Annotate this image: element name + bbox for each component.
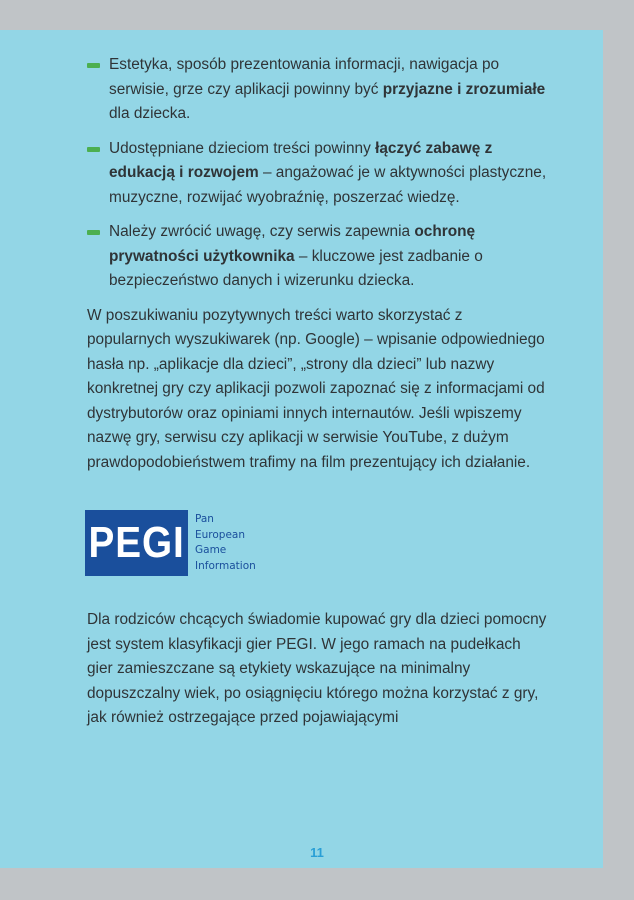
bullet-icon: [87, 147, 100, 152]
pegi-line: Information: [195, 559, 256, 572]
pegi-line: Game: [195, 544, 227, 556]
list-item: [87, 220, 547, 294]
bullet-bold-text: łączyć zabawę z edukacją i rozwojem: [109, 139, 493, 181]
paragraph-pegi: Dla rodziców chcących świadomie kupować gry dla dzieci pomocny jest system klasyfikacji gier PEGI. W jego ramach na pudełkach gier zamieszczane są etykiety wskazujące na minimalny dopuszczalny wiek, po osiągnięciu którego można korzystać z gry, jak również ostrzegające przed pojawiającymi: [87, 611, 547, 726]
pegi-logo-text: PEGI: [88, 517, 185, 567]
bullet-bold-text: przyjazne i zrozumiałe: [382, 80, 546, 98]
page-content: [87, 53, 547, 731]
bullet-bold-text: ochronę prywatności użytkownika: [109, 223, 476, 265]
page-number: 11: [310, 845, 324, 860]
bullet-icon: [87, 230, 100, 235]
bullet-text: – angażować je w aktywności plastyczne, muzyczne, rozwijać wyobraźnię, poszerzać wiedzę.: [109, 164, 547, 206]
pegi-full-name: [195, 512, 256, 574]
pegi-logo-box: [85, 510, 188, 576]
pegi-line: European: [195, 528, 246, 541]
bullet-icon: [87, 63, 100, 68]
bullet-text: Należy zwrócić uwagę, czy serwis zapewnia: [109, 223, 415, 240]
paragraph-search-tips: W poszukiwaniu pozytywnych treści warto skorzystać z popularnych wyszukiwarek (np. Google) – wpisanie odpowiedniego hasła np. „aplikacje dla dzieci”, „strony dla dzieci” lub nazwy konkretnej gry czy aplikacji pozwoli zapoznać się z informacjami od dystrybutorów oraz opiniami innych internautów. Jeśli wpiszemy nazwę gry, serwisu czy aplikacji w serwisie YouTube, z dużym prawdopodobieństwem trafimy na film prezentujący ich działanie.: [87, 306, 545, 471]
bullet-text: dla dziecka.: [109, 105, 191, 122]
bullet-text: – kluczowe jest zadbanie o bezpieczeństwo danych i wizerunku dziecka.: [109, 247, 483, 289]
list-item: [87, 53, 547, 127]
bullet-text: Estetyka, sposób prezentowania informacji, nawigacja po serwisie, grze czy aplikacji powinny być: [109, 56, 500, 98]
list-item: [87, 137, 547, 211]
pegi-logo: [85, 508, 547, 578]
bullet-text: Udostępniane dzieciom treści powinny: [109, 139, 376, 157]
pegi-line: Pan: [195, 513, 214, 525]
bullet-list: [87, 53, 547, 294]
